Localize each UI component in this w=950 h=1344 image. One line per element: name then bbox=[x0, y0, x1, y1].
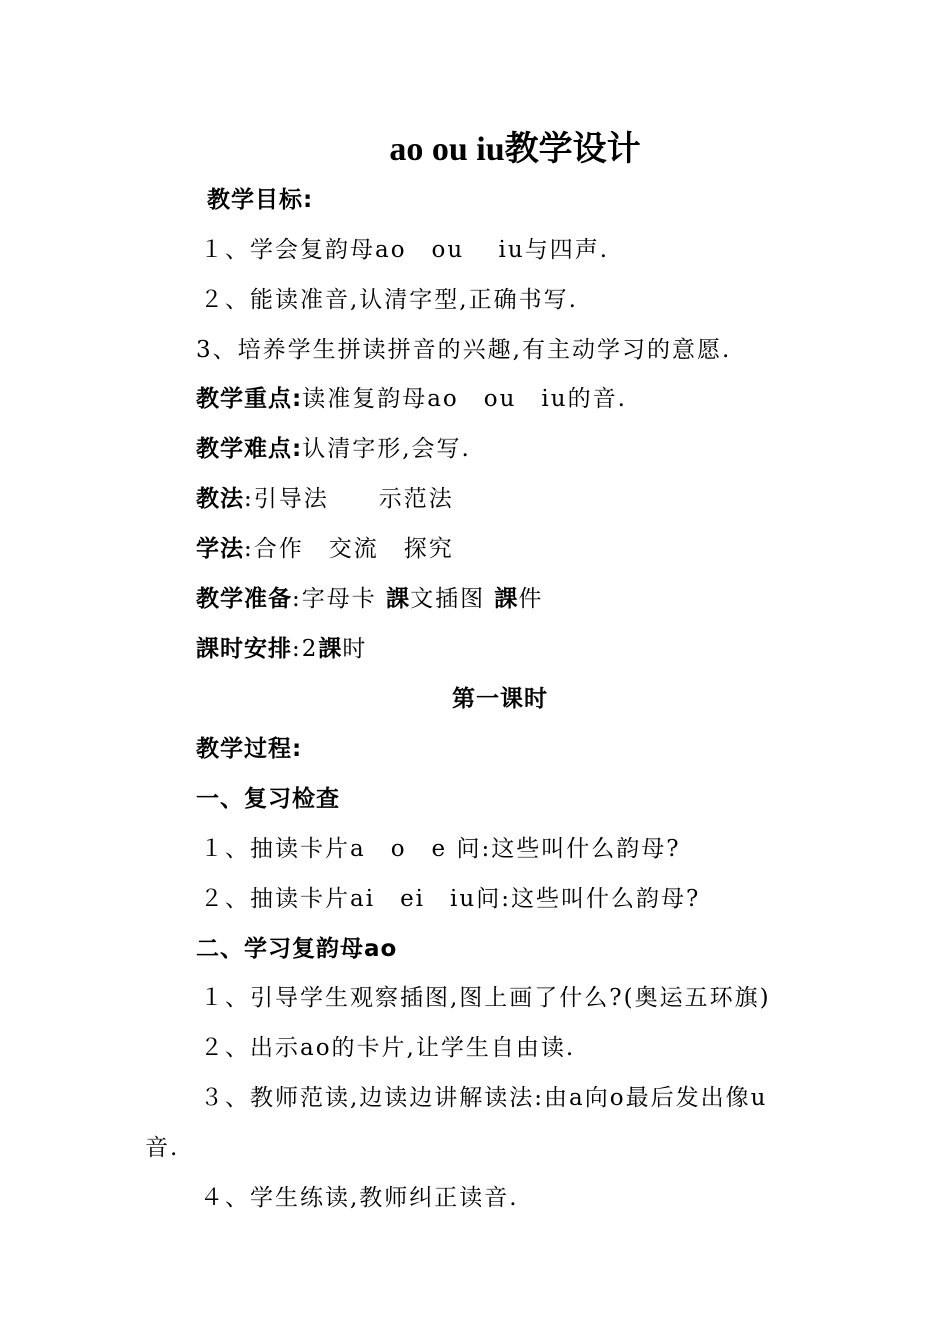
preparation-bold-char: 課 bbox=[494, 586, 519, 612]
document-title: ao ou iu教学设计 bbox=[389, 131, 641, 168]
preparation bbox=[196, 584, 543, 614]
key-point bbox=[196, 384, 627, 414]
objective-item: １、学会复韵母ao ou iu与四声. bbox=[200, 237, 610, 263]
objective-item: 3、培养学生拼读拼音的兴趣,有主动学习的意愿. bbox=[196, 337, 732, 363]
key-point-text: 读准复韵母ao ou iu的音. bbox=[302, 386, 627, 412]
section-heading: 一、复习检查 bbox=[196, 786, 340, 812]
preparation-text: 文插图 bbox=[410, 586, 495, 612]
schedule-text: :2 bbox=[292, 636, 319, 662]
objective-item: ２、能读准音,认清字型,正确书写. bbox=[200, 287, 578, 313]
list-item-continuation: 音. bbox=[145, 1135, 180, 1161]
preparation-text: :字母卡 bbox=[292, 586, 387, 612]
lesson-heading: 第一课时 bbox=[452, 686, 548, 712]
schedule-text: 时 bbox=[342, 636, 368, 662]
teaching-method-label: 教法 bbox=[196, 486, 244, 512]
schedule-label: 課时安排 bbox=[196, 636, 292, 662]
schedule-bold-char: 課 bbox=[318, 636, 343, 662]
schedule bbox=[196, 634, 367, 664]
difficulty bbox=[196, 434, 471, 464]
list-item: ２、抽读卡片ai ei iu问:这些叫什么韵母? bbox=[200, 886, 701, 912]
teaching-method-text: :引导法 示范法 bbox=[244, 486, 454, 512]
preparation-text: 件 bbox=[518, 586, 544, 612]
objectives-heading: 教学目标: bbox=[207, 187, 314, 213]
list-item: １、引导学生观察插图,图上画了什么?(奥运五环旗) bbox=[200, 985, 771, 1011]
teaching-method bbox=[196, 484, 454, 514]
section-heading: 二、学习复韵母ao bbox=[196, 936, 398, 962]
key-point-label: 教学重点: bbox=[196, 386, 303, 412]
process-heading: 教学过程: bbox=[196, 736, 303, 762]
difficulty-text: 认清字形,会写. bbox=[302, 436, 471, 462]
preparation-bold-char: 課 bbox=[386, 586, 411, 612]
list-item: １、抽读卡片a o e 问:这些叫什么韵母? bbox=[200, 836, 681, 862]
list-item: ４、学生练读,教师纠正读音. bbox=[200, 1185, 519, 1211]
list-item: ３、教师范读,边读边讲解读法:由a向o最后发出像u bbox=[200, 1085, 768, 1111]
learning-method-text: :合作 交流 探究 bbox=[244, 536, 454, 562]
list-item: ２、出示ao的卡片,让学生自由读. bbox=[200, 1035, 576, 1061]
learning-method bbox=[196, 534, 454, 564]
preparation-label: 教学准备 bbox=[196, 586, 292, 612]
learning-method-label: 学法 bbox=[196, 536, 244, 562]
difficulty-label: 教学难点: bbox=[196, 436, 303, 462]
